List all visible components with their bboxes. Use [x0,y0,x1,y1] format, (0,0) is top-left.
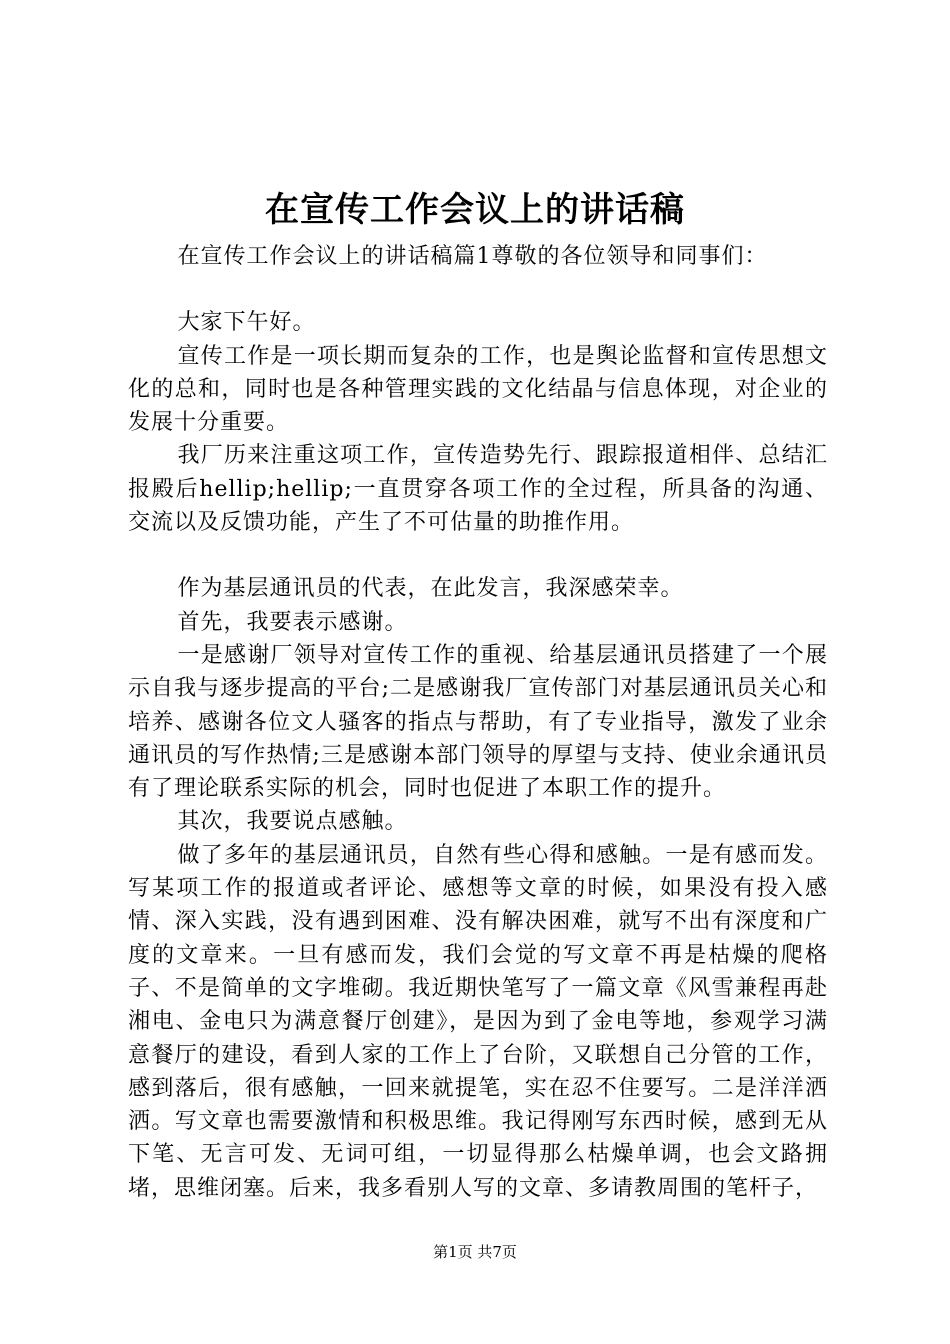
paragraph-3: 宣传工作是一项长期而复杂的工作，也是舆论监督和宣传思想文化的总和，同时也是各种管理实践的文化结晶与信息体现，对企业的发展十分重要。 [128,343,828,436]
paragraph-2: 大家下午好。 [177,310,316,336]
paragraph-1: 在宣传工作会议上的讲话稿篇1尊敬的各位领导和同事们： [177,244,768,269]
paragraph-9: 做了多年的基层通讯员，自然有些心得和感触。一是有感而发。写某项工作的报道或者评论、感想等文章的时候，如果没有投入感情、深入实践，没有遇到困难、没有解决困难，就写不出有深度和广度的文章来。一旦有感而发，我们会觉的写文章不再是枯燥的爬格子、不是简单的文字堆砌。我近期快笔写了一篇文章《风雪兼程再赴湘电、金电只为满意餐厅创建》，是因为到了金电等地，参观学习满意餐厅的建设，看到人家的工作上了台阶，又联想自己分管的工作，感到落后，很有感触，一回来就提笔，实在忍不住要写。二是洋洋洒洒。写文章也需要激情和积极思维。我记得刚写东西时候，感到无从下笔、无言可发、无词可组，一切显得那么枯燥单调，也会文路拥堵，思维闭塞。后来，我多看别人写的文章、多请教周围的笔杆子， [128,842,828,1201]
page-footer: 第1页 共7页 [433,1243,517,1261]
document-title: 在宣传工作会议上的讲话稿 [265,190,685,230]
paragraph-4: 我厂历来注重这项工作，宣传造势先行、跟踪报道相伴、总结汇报殿后hellip;hellip;一直贯穿各项工作的全过程，所具备的沟通、交流以及反馈功能，产生了不可估量的助推作用。 [128,443,828,536]
paragraph-5: 作为基层通讯员的代表，在此发言，我深感荣幸。 [177,576,684,602]
paragraph-6: 首先，我要表示感谢。 [177,609,408,635]
document-body [128,240,828,1205]
paragraph-7: 一是感谢厂领导对宣传工作的重视、给基层通讯员搭建了一个展示自我与逐步提高的平台;二是感谢我厂宣传部门对基层通讯员关心和培养、感谢各位文人骚客的指点与帮助，有了专业指导，激发了业余通讯员的写作热情;三是感谢本部门领导的厚望与支持、使业余通讯员有了理论联系实际的机会，同时也促进了本职工作的提升。 [128,642,828,802]
paragraph-8: 其次，我要说点感触。 [177,809,408,835]
